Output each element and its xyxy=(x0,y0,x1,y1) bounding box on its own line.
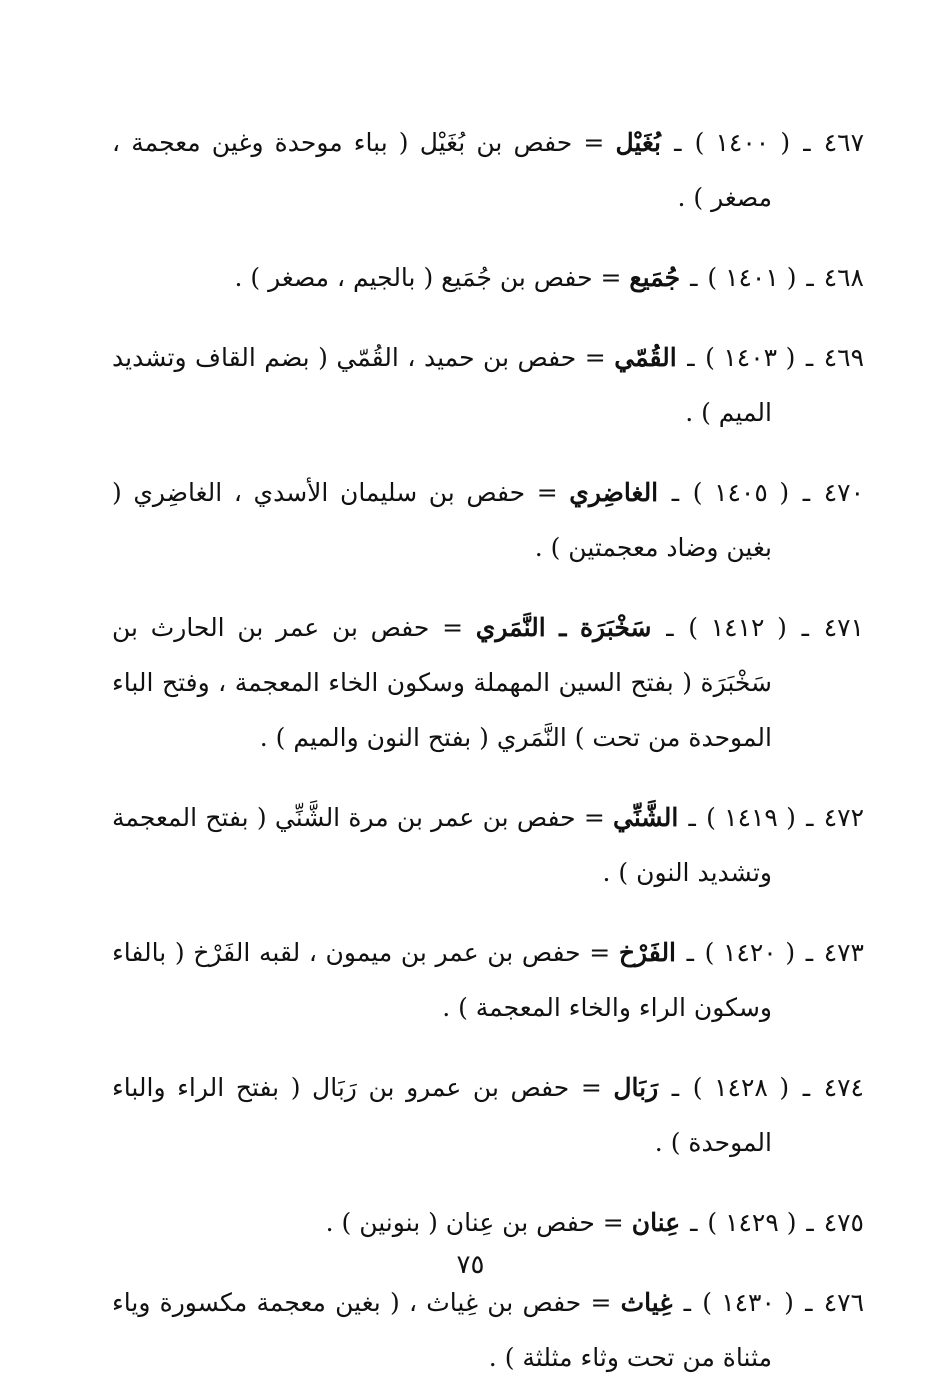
entry-text: = حفص بن عمرو بن رَبَال ( بفتح الراء والباء الموحدة ) . xyxy=(112,1073,772,1157)
page-number: ٧٥ xyxy=(456,1250,485,1280)
entry-reference: ( ١٤٢٠ ) xyxy=(704,938,796,967)
entry-word: القُمّي xyxy=(614,343,677,372)
entry-reference: ( ١٤١٩ ) xyxy=(706,803,796,832)
entry-text: = حفص بن عمر بن الحارث بن سَخْبَرَة ( بفتح السين المهملة وسكون الخاء المعجمة ، وفتح الباء الموحدة من تحت ) النَّمَري ( بفتح النون والميم ) . xyxy=(112,613,772,752)
entry-text: = حفص بن غِياث ، ( بغين معجمة مكسورة وياء مثناة من تحت وثاء مثلثة ) . xyxy=(112,1288,772,1372)
entry-word: الشَّنِّي xyxy=(613,803,679,832)
entry: ٤٧٤ ـ ( ١٤٢٨ ) ـ رَبَال = حفص بن عمرو بن رَبَال ( بفتح الراء والباء الموحدة ) . xyxy=(112,1073,864,1157)
entry-text: = حفص بن عمر بن ميمون ، لقبه الفَرْخ ( بالفاء وسكون الراء والخاء المعجمة ) . xyxy=(112,938,772,1022)
entry: ٤٦٩ ـ ( ١٤٠٣ ) ـ القُمّي = حفص بن حميد ، القُمّي ( بضم القاف وتشديد الميم ) . xyxy=(112,343,865,427)
entry-word: رَبَال xyxy=(613,1073,659,1102)
entry-word: الغاضِري xyxy=(569,478,659,507)
entry-text: = حفص بن حميد ، القُمّي ( بضم القاف وتشديد الميم ) . xyxy=(112,343,772,427)
entry: ٤٧١ ـ ( ١٤١٢ ) ـ سَخْبَرَة ـ النَّمَري = حفص بن عمر بن الحارث بن سَخْبَرَة ( بفتح السين المهملة وسكون الخاء المعجمة ، وفتح الباء الموحدة من تحت ) النَّمَري ( بفتح النون والميم ) . xyxy=(112,613,864,752)
entry: ٤٧٦ ـ ( ١٤٣٠ ) ـ غِياث = حفص بن غِياث ، ( بغين معجمة مكسورة وياء مثناة من تحت وثاء مثلثة ) . xyxy=(112,1288,865,1372)
entry-reference: ( ١٤٠١ ) xyxy=(707,263,797,292)
entry: ٤٦٧ ـ ( ١٤٠٠ ) ـ بُغَيْل = حفص بن بُغَيْل ( بباء موحدة وغين معجمة ، مصغر ) . xyxy=(112,128,865,212)
entry: ٤٧٥ ـ ( ١٤٢٩ ) ـ عِنان = حفص بن عِنان ( بنونين ) . xyxy=(325,1208,864,1237)
entry-number: ٤٧٥ xyxy=(823,1208,864,1237)
entry-text: = حفص بن جُمَيع ( بالجيم ، مصغر ) . xyxy=(234,263,622,292)
entry-text: = حفص بن عمر بن مرة الشَّنِّي ( بفتح المعجمة وتشديد النون ) . xyxy=(112,803,772,887)
entry-word: جُمَيع xyxy=(629,263,681,292)
entry-number: ٤٦٩ xyxy=(823,343,865,372)
entry: ٤٦٨ ـ ( ١٤٠١ ) ـ جُمَيع = حفص بن جُمَيع ( بالجيم ، مصغر ) . xyxy=(234,263,864,292)
entry: ٤٧٢ ـ ( ١٤١٩ ) ـ الشَّنِّي = حفص بن عمر بن مرة الشَّنِّي ( بفتح المعجمة وتشديد النون ) . xyxy=(112,803,865,887)
entry-reference: ( ١٤٠٣ ) xyxy=(705,343,796,372)
entry-word: سَخْبَرَة ـ النَّمَري xyxy=(475,613,652,642)
entry: ٤٧٣ ـ ( ١٤٢٠ ) ـ الفَرْخ = حفص بن عمر بن ميمون ، لقبه الفَرْخ ( بالفاء وسكون الراء والخاء المعجمة ) . xyxy=(112,938,864,1022)
entry-reference: ( ١٤٠٠ ) xyxy=(694,128,791,157)
entry-number: ٤٧٢ xyxy=(823,803,865,832)
entry-text: = حفص بن سليمان الأسدي ، الغاضِري ( بغين وضاد معجمتين ) . xyxy=(112,478,772,562)
entry-number: ٤٧٦ xyxy=(823,1288,865,1317)
entry-word: عِنان xyxy=(631,1208,681,1237)
entry-word: الفَرْخ xyxy=(618,938,677,967)
entry-number: ٤٧٠ xyxy=(823,478,865,507)
entry-word: بُغَيْل xyxy=(615,128,661,157)
entry-number: ٤٧٣ xyxy=(823,938,864,967)
entry-number: ٤٧٤ xyxy=(823,1073,864,1102)
entry-reference: ( ١٤٢٨ ) xyxy=(692,1073,790,1102)
entry-reference: ( ١٤٣٠ ) xyxy=(702,1288,794,1317)
entry-number: ٤٦٨ xyxy=(823,263,864,292)
entries-list xyxy=(112,90,864,1393)
entry-number: ٤٦٧ xyxy=(823,128,865,157)
entry-reference: ( ١٤٢٩ ) xyxy=(707,1208,797,1237)
entry-text: = حفص بن بُغَيْل ( بباء موحدة وغين معجمة ، مصغر ) . xyxy=(112,128,772,212)
entry-number: ٤٧١ xyxy=(823,613,864,642)
entry: ٤٧٠ ـ ( ١٤٠٥ ) ـ الغاضِري = حفص بن سليمان الأسدي ، الغاضِري ( بغين وضاد معجمتين ) . xyxy=(112,478,865,562)
entry-reference: ( ١٤١٢ ) xyxy=(688,613,787,642)
entry-word: غِياث xyxy=(620,1288,673,1317)
entry-reference: ( ١٤٠٥ ) xyxy=(692,478,790,507)
entry-text: = حفص بن عِنان ( بنونين ) . xyxy=(325,1208,624,1237)
